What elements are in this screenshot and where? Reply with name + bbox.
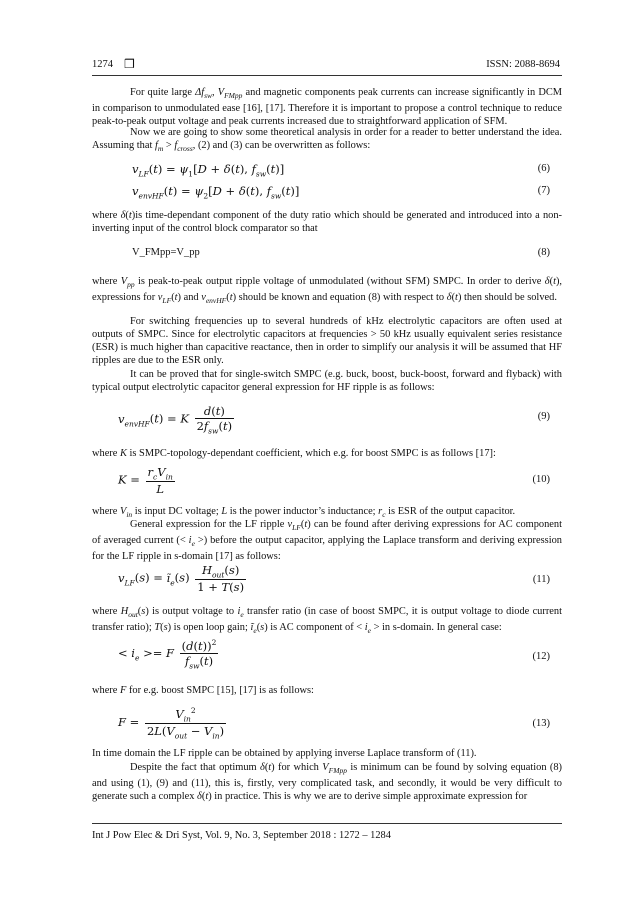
equation-6: $v_{LF}(t) = \psi_1[D + \delta(t)$, $f_{sw}(t)$] xyxy=(132,162,285,179)
footer-rule xyxy=(92,823,562,824)
equation-number-8: (8) xyxy=(537,247,550,258)
paragraph-4: where $V_{pp}$ is peak-to-peak output ripple voltage of unmodulated (without SFM) SMPC. In order to derive δ(t), expressions for $v_{LF}(t)$ and $v_{envHF}(t)$ should be known and equation (8) with respect to δ(t) then should be solved. xyxy=(92,276,563,306)
equation-number-11: (11) xyxy=(532,574,550,585)
equation-13: F = $\frac{V_{in}^2}{2L(V_{out} - V_{in})}$ xyxy=(118,706,225,741)
equation-12: < $i_e >= F$ $\frac{(d(t))^2}{f_{sw}(t)}$ xyxy=(118,638,217,671)
equation-number-6: (6) xyxy=(537,163,550,174)
paragraph-1: For quite large $\Delta f_{sw}$, $V_{FMpp}$ and magnetic components peak currents can increase significantly in DCM in comparison to unmodulated ease [16], [17]. Therefore it is important to propose a control technique to reduce peak-to-peak output voltage and peak currents increased due to straightforward application of SFM. xyxy=(92,87,562,128)
equation-number-9: (9) xyxy=(537,411,550,422)
paragraph-9: General expression for the LF ripple $v_{LF}(t)$ can be found after deriving expressions for AC component of averaged current (< $i_e$ >) before the output capacitor, applying the Laplace transform and deriving expression for the LF ripple in s-domain [17] as follows: xyxy=(92,519,562,563)
equation-11: $v_{LF}(s)$ = $ĩ_e(s)$ $\frac{H_{out}(s)}{1 + T(s)}$ xyxy=(118,563,245,595)
paragraph-11: where F for e.g. boost SMPC [15], [17] is as follows: xyxy=(92,685,314,696)
equation-7: $v_{envHF}(t) = \psi_2[D + \delta(t)$, $f_{sw}(t)$] xyxy=(132,184,300,201)
paragraph-6: It can be proved that for single-switch SMPC (e.g. buck, boost, buck-boost, forward and flyback) with typical output electrolytic capacitor general expression for HF ripple is as follows: xyxy=(92,369,562,394)
equation-number-7: (7) xyxy=(537,185,550,196)
equation-number-13: (13) xyxy=(532,718,550,729)
paragraph-12: In time domain the LF ripple can be obtained by applying inverse Laplace transform of (11). xyxy=(92,748,477,759)
equation-number-12: (12) xyxy=(532,651,550,662)
box-icon: ❒ xyxy=(124,57,135,71)
paragraph-10: where $H_{out}(s)$ is output voltage to $i_e$ transfer ratio (in case of boost SMPC, it is output voltage to diode current transfer ratio); T(s) is open loop gain; $ĩ_e(s)$ is AC component of < $i_e$ > in s-domain. In general case: xyxy=(92,606,562,636)
paragraph-8: where $V_{in}$ is input DC voltage; L is the power inductor’s inductance; $r_c$ is ESR of the output capacitor. xyxy=(92,506,516,520)
paragraph-3: where δ(t)is time-dependant component of the duty ratio which should be generated and introduced into a non-inverting input of the control block comparator so that xyxy=(92,210,562,235)
issn-label: ISSN: 2088-8694 xyxy=(486,59,560,70)
equation-8: V_FMpp=V_pp xyxy=(132,247,200,258)
footer-citation: Int J Pow Elec & Dri Syst, Vol. 9, No. 3, September 2018 : 1272 – 1284 xyxy=(92,830,391,841)
equation-10: K = $\frac{r_cV_{in}}{L}$ xyxy=(118,465,173,497)
equation-9: $v_{envHF}(t) = K$ $\frac{d(t)}{2f_{sw}(t)}$ xyxy=(118,404,233,436)
paragraph-7: where K is SMPC-topology-dependant coefficient, which e.g. for boost SMPC is as follows [17]: xyxy=(92,448,496,459)
equation-number-10: (10) xyxy=(532,474,550,485)
paragraph-5: For switching frequencies up to several hundreds of kHz electrolytic capacitors are often used at outputs of SMPC. Since for electrolytic capacitors at frequencies > 50 kHz usually equivalent series resistance (ESR) is much higher than capacitive reactance, then in order to simplify our analysis it will be assumed that HF ripples are due to the ESR only. xyxy=(92,316,562,367)
paragraph-13: Despite the fact that optimum δ(t) for which $V_{FMpp}$ is minimum can be found by solving equation (8) and using (1), (9) and (11), this is, firstly, very complicated task, and secondly, it would be very difficult to generate such a complex δ(t) in practice. This is why we are to derive simple approximate expression for xyxy=(92,762,562,803)
page-number: 1274 xyxy=(92,59,113,70)
header-rule xyxy=(92,75,562,76)
paragraph-2: Now we are going to show some theoretical analysis in order for a reader to better understand the idea. Assuming that $f_m > f_{cross}$, (2) and (3) can be overwritten as follows: xyxy=(92,127,562,154)
